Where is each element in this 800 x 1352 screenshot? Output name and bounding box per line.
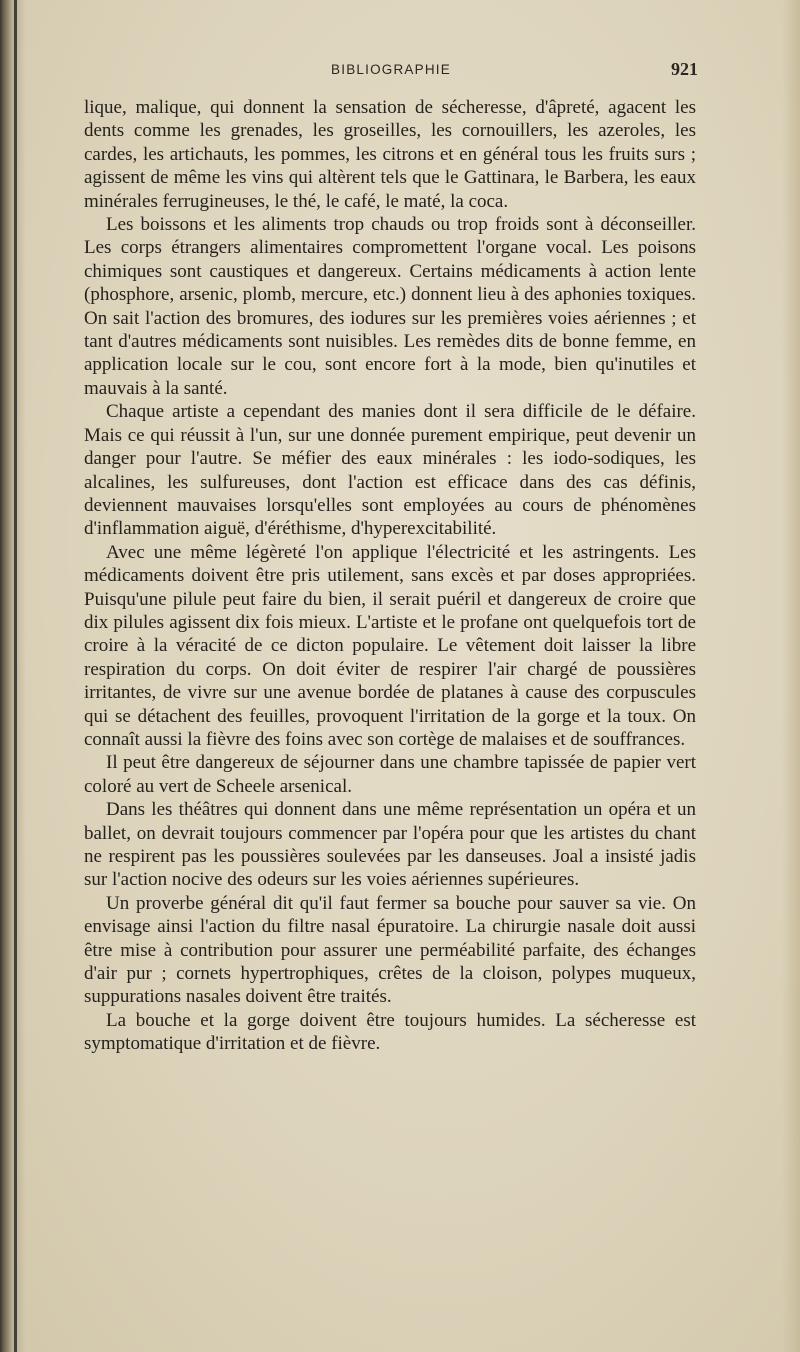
paragraph: Dans les théâtres qui donnent dans une même représentation un opéra et un ballet, on devrait toujours commencer par l'opéra pour que les artistes du chant ne respirent pas les poussières soulevées par les danseuses. Joal a insisté jadis sur l'action nocive des odeurs sur les voies aériennes supérieures.: [84, 799, 696, 891]
page-header: [84, 59, 698, 86]
paragraph-continuation: lique, malique, qui donnent la sensation de sécheresse, d'âpreté, agacent les dents comme les grenades, les groseilles, les cornouillers, les azeroles, les cardes, les artichauts, les pommes, les citrons et en général tous les fruits surs ; agissent de même les vins qui altèrent tels que le Gattinara, le Barbera, les eaux minérales ferrugineuses, le thé, le café, le maté, la coca.: [84, 97, 696, 212]
page-number: 921: [671, 59, 698, 79]
paragraph: Chaque artiste a cependant des manies dont il sera difficile de le défaire. Mais ce qui réussit à l'un, sur une donnée purement empirique, peut devenir un danger pour l'autre. Se méfier des eaux minérales : les iodo-sodiques, les alcalines, les sulfureuses, dont l'action est efficace dans des cas définis, deviennent mauvaises lorsqu'elles sont employées au cours de phénomènes d'inflammation aiguë, d'éréthisme, d'hyperexcitabilité.: [84, 401, 696, 540]
page-edge-rule: [14, 0, 17, 1352]
running-title: BIBLIOGRAPHIE: [331, 62, 451, 77]
paragraph: Les boissons et les aliments trop chauds ou trop froids sont à déconseiller. Les corps étrangers alimentaires compromettent l'organe vocal. Les poisons chimiques sont caustiques et dangereux. Certains médicaments à action lente (phosphore, arsenic, plomb, mercure, etc.) donnent lieu à des aphonies toxiques. On sait l'action des bromures, des iodures sur les premières voies aériennes ; et tant d'autres médicaments sont nuisibles. Les remèdes dits de bonne femme, en application locale sur le cou, sont encore fort à la mode, bien qu'inutiles et mauvais à la santé.: [84, 214, 696, 399]
binding-shadow: [0, 0, 26, 1352]
paragraph: Avec une même légèreté l'on applique l'électricité et les astringents. Les médicaments doivent être pris utilement, sans excès et par doses appropriées. Puisqu'une pilule peut faire du bien, il serait puéril et dangereux de croire que dix pilules agissent dix fois mieux. L'artiste et le profane ont quelquefois tort de croire à la véracité de ce dicton populaire. Le vêtement doit laisser la libre respiration du corps. On doit éviter de respirer l'air chargé de poussières irritantes, de vivre sur une avenue bordée de platanes à cause des corpuscules qui se détachent des feuilles, provoquent l'irritation de la gorge et la toux. On connaît aussi la fièvre des foins avec son cortège de malaises et de souffrances.: [84, 541, 696, 750]
page-right-edge: [782, 0, 800, 1352]
paragraph: Il peut être dangereux de séjourner dans une chambre tapissée de papier vert coloré au vert de Scheele arsenical.: [84, 752, 696, 797]
paragraph: Un proverbe général dit qu'il faut fermer sa bouche pour sauver sa vie. On envisage ainsi l'action du filtre nasal épuratoire. La chirurgie nasale doit aussi être mise à contribution pour assurer une perméabilité parfaite, des échanges d'air pur ; cornets hypertrophiques, crêtes de la cloison, polypes muqueux, suppurations nasales doivent être traités.: [84, 892, 696, 1008]
paragraph: La bouche et la gorge doivent être toujours humides. La sécheresse est symptomatique d'irritation et de fièvre.: [84, 1009, 696, 1055]
body-text: [84, 96, 696, 1056]
